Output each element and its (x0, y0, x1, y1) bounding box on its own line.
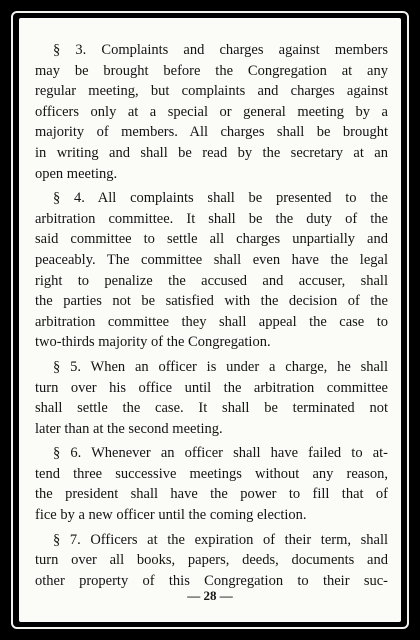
text-line: later than at the second meeting. (35, 420, 223, 437)
text-line: peaceably. The committee shall even have the legal (35, 251, 388, 268)
text-line: arbitration committee. It shall be the duty of the (35, 210, 388, 227)
text-line: tend three successive meetings without any reason, (35, 465, 388, 482)
section-5-paragraph (35, 357, 388, 439)
text-line: § 5. When an officer is under a charge, he shall (53, 358, 388, 375)
section-4-paragraph (35, 188, 388, 353)
text-line: turn over all books, papers, deeds, documents and (35, 552, 388, 569)
text-line: two-thirds majority of the Congregation. (35, 334, 271, 351)
text-line: officers only at a special or general meeting by a (35, 103, 388, 120)
text-line: right to penalize the accused and accuser, shall (35, 272, 388, 289)
text-line: turn over his office until the arbitration committee (35, 379, 388, 396)
text-line: § 6. Whenever an officer shall have failed to at- (53, 445, 388, 462)
section-7-paragraph (35, 530, 388, 592)
body-text (35, 40, 388, 595)
text-line: the president shall have the power to fill that of (35, 486, 388, 503)
text-line: may be brought before the Congregation at any (35, 62, 388, 79)
text-line: said committee to settle all charges unpartially and (35, 231, 388, 248)
document-page (19, 18, 401, 622)
text-line: fice by a new officer until the coming election. (35, 507, 307, 524)
section-3-paragraph (35, 40, 388, 184)
text-line: in writing and shall be read by the secretary at an (35, 144, 388, 161)
text-line: the parties not be satisfied with the decision of the (35, 293, 388, 310)
text-line: majority of members. All charges shall be brought (35, 124, 388, 141)
text-line: regular meeting, but complaints and charges against (35, 83, 388, 100)
text-line: open meeting. (35, 165, 118, 182)
section-6-paragraph (35, 443, 388, 525)
text-line: § 7. Officers at the expiration of their term, shall (53, 531, 388, 548)
text-line: shall settle the case. It shall be terminated not (35, 400, 388, 417)
text-line: arbitration committee they shall appeal the case to (35, 313, 388, 330)
text-line: other property of this Congregation to their suc- (35, 572, 388, 589)
text-line: § 3. Complaints and charges against members (53, 42, 388, 58)
page-number: — 28 — (187, 588, 233, 603)
text-line: § 4. All complaints shall be presented to the (53, 190, 388, 207)
